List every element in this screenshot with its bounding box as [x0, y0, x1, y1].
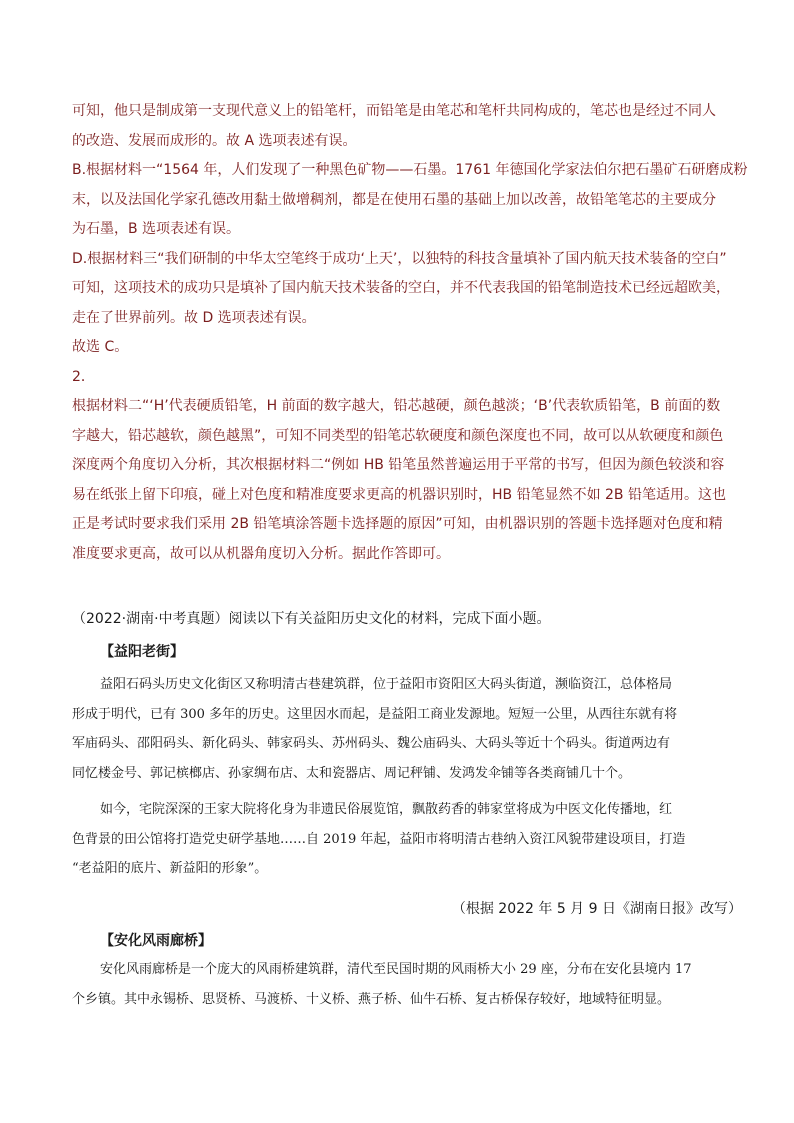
text-line: “老益阳的底片、新益阳的形象”。 — [72, 861, 268, 876]
text-line: 如今，宅院深深的王家大院将化身为非遗民俗展览馆，飘散药香的韩家堂将成为中医文化传播地，红 — [100, 802, 673, 817]
answer-line: 易在纸张上留下印痕，碰上对色度和精准度要求更高的机器识别时，HB 铅笔显然不如 2B 铅笔适用。这也 — [72, 486, 726, 503]
answer-line: 末，以及法国化学家孔德改用黏土做增稠剂，都是在使用石墨的基础上加以改善，故铅笔笔芯的主要成分 — [72, 191, 716, 208]
answer-line: 为石墨，B 选项表述有误。 — [72, 221, 241, 237]
text-line: 形成于明代，已有 300 多年的历史。这里因水而起，是益阳工商业发源地。短短一公里，从西往东就有将 — [72, 706, 678, 722]
text-line: 军庙码头、邵阳码头、新化码头、韩家码头、苏州码头、魏公庙码头、大码头等近十个码头。街道两边有 — [72, 736, 671, 751]
answer-line: 2． — [72, 368, 95, 385]
text-line: 同忆楼金号、郭记槟榔店、孙家绸布店、太和瓷器店、周记秤铺、发鸿发伞铺等各类商铺几十个。 — [72, 765, 632, 781]
answer-line: 可知，这项技术的成功只是填补了国内航天技术装备的空白，并不代表我国的铅笔制造技术已经远超欧美， — [72, 280, 730, 296]
text-line: 个乡镇。其中永锡桥、思贤桥、马渡桥、十义桥、燕子桥、仙牛石桥、复古桥保存较好，地域特征明显。 — [72, 991, 671, 1007]
answer-line: 正是考试时要求我们采用 2B 铅笔填涂答题卡选择题的原因”可知，由机器识别的答题卡选择题对色度和精 — [72, 516, 723, 532]
answer-line: B.根据材料一“1564 年，人们发现了一种黑色矿物——石墨。1761 年德国化学家法伯尔把石墨矿石研磨成粉 — [72, 162, 748, 178]
section2-paragraph1 — [72, 955, 732, 1014]
answer-line: D.根据材料三“我们研制的中华太空笔终于成功‘上天’，以独特的科技含量填补了国内航天技术装备的空白” — [72, 250, 727, 267]
answer-analysis-block — [72, 97, 748, 569]
answer-line: 准度要求更高，故可以从机器角度切入分析。据此作答即可。 — [72, 545, 450, 562]
text-line: 益阳石码头历史文化街区又称明清古巷建筑群，位于益阳市资阳区大码头街道，濒临资江，总体格局 — [100, 677, 673, 692]
answer-line: 可知，他只是制成第一支现代意义上的铅笔杆，而铅笔是由笔芯和笔杆共同构成的，笔芯也是经过不同人 — [72, 103, 716, 119]
question-intro: （2022·湖南·中考真题）阅读以下有关益阳历史文化的材料，完成下面小题。 — [72, 611, 551, 627]
section1-paragraph1 — [72, 670, 732, 788]
answer-line: 走在了世界前列。故 D 选项表述有误。 — [72, 309, 316, 326]
answer-line: 故选 C。 — [72, 339, 129, 355]
text-line: 安化风雨廊桥是一个庞大的风雨桥建筑群，清代至民国时期的风雨桥大小 29 座，分布在安化县境内 17 — [100, 962, 692, 977]
answer-line: 深度两个角度切入分析，其次根据材料二“例如 HB 铅笔虽然普遍运用于平常的书写，但因为颜色较淡和容 — [72, 457, 725, 473]
source-citation: （根据 2022 年 5 月 9 日《湖南日报》改写） — [451, 901, 742, 917]
section-heading-yiyang-old-street: 【益阳老街】 — [100, 644, 184, 660]
answer-line: 字越大，铅芯越软，颜色越黑”，可知不同类型的铅笔芯软硬度和颜色深度也不同，故可以从软硬度和颜色 — [72, 427, 724, 444]
answer-line: 的改造、发展而成形的。故 A 选项表述有误。 — [72, 132, 357, 149]
text-line: 色背景的田公馆将打造党史研学基地……自 2019 年起，益阳市将明清古巷纳入资江风貌带建设项目，打造 — [72, 831, 686, 847]
answer-line: 根据材料二“‘H’代表硬质铅笔，H 前面的数字越大，铅芯越硬，颜色越淡；‘B’代表软质铅笔，B 前面的数 — [72, 398, 721, 414]
section-heading-anhua-bridge: 【安化风雨廊桥】 — [100, 933, 212, 949]
section1-paragraph2 — [72, 795, 732, 884]
